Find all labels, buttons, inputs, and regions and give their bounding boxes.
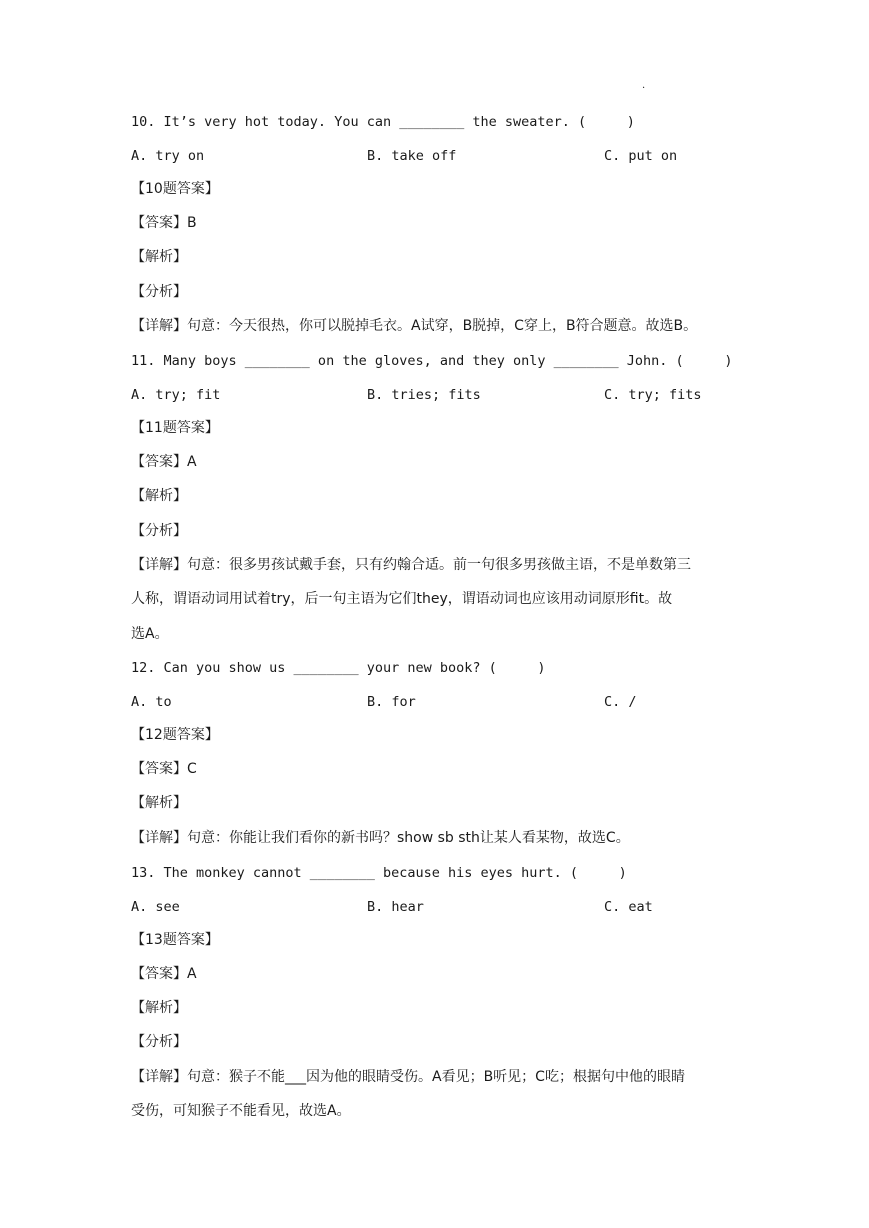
q12-option-a: A. to — [131, 694, 172, 710]
q10-option-b: B. take off — [367, 148, 457, 164]
question-13: 13. The monkey cannot ________ because his eyes hurt. ( ) — [131, 865, 627, 881]
q10-answer: 【答案】B — [131, 215, 197, 231]
q13-detail-line-2: 受伤，可知猴子不能看见，故选A。 — [131, 1103, 351, 1119]
q11-answer-title: 【11题答案】 — [131, 420, 219, 436]
q12-analysis-label: 【解析】 — [131, 795, 187, 811]
q12-answer-title: 【12题答案】 — [131, 727, 219, 743]
q11-option-a: A. try; fit — [131, 387, 221, 403]
q11-analysis-label: 【解析】 — [131, 488, 187, 504]
q13-answer: 【答案】A — [131, 966, 197, 982]
question-11: 11. Many boys ________ on the gloves, and they only ________ John. ( ) — [131, 353, 733, 369]
q12-option-b: B. for — [367, 694, 416, 710]
q11-option-b: B. tries; fits — [367, 387, 481, 403]
q11-fenxi-label: 【分析】 — [131, 523, 187, 539]
question-10: 10. It’s very hot today. You can ________ the sweater. ( ) — [131, 114, 635, 130]
q11-detail-line-1: 【详解】句意：很多男孩试戴手套，只有约翰合适。前一句很多男孩做主语，不是单数第三 — [131, 557, 691, 573]
q10-answer-title: 【10题答案】 — [131, 181, 219, 197]
q10-detail: 【详解】句意：今天很热，你可以脱掉毛衣。A试穿，B脱掉，C穿上，B符合题意。故选B。 — [131, 318, 698, 334]
q11-detail-line-2: 人称，谓语动词用试着try，后一句主语为它们they，谓语动词也应该用动词原形fit。故 — [131, 591, 673, 607]
q12-detail: 【详解】句意：你能让我们看你的新书吗？show sb sth让某人看某物，故选C。 — [131, 830, 630, 846]
q10-analysis-label: 【解析】 — [131, 249, 187, 265]
q10-fenxi-label: 【分析】 — [131, 284, 187, 300]
q10-option-c: C. put on — [604, 148, 678, 164]
q11-detail-line-3: 选A。 — [131, 626, 169, 642]
q11-answer: 【答案】A — [131, 454, 197, 470]
q13-fenxi-label: 【分析】 — [131, 1034, 187, 1050]
q12-option-c: C. / — [604, 694, 637, 710]
q13-analysis-label: 【解析】 — [131, 1000, 187, 1016]
q10-option-a: A. try on — [131, 148, 205, 164]
q13-option-b: B. hear — [367, 899, 424, 915]
page-dot: . — [642, 80, 646, 91]
q11-option-c: C. try; fits — [604, 387, 702, 403]
q13-answer-title: 【13题答案】 — [131, 932, 219, 948]
q12-answer: 【答案】C — [131, 761, 197, 777]
question-12: 12. Can you show us ________ your new book? ( ) — [131, 660, 546, 676]
q13-option-a: A. see — [131, 899, 180, 915]
q13-option-c: C. eat — [604, 899, 653, 915]
q13-detail-line-1: 【详解】句意：猴子不能___因为他的眼睛受伤。A看见；B听见；C吃；根据句中他的眼睛 — [131, 1069, 685, 1085]
